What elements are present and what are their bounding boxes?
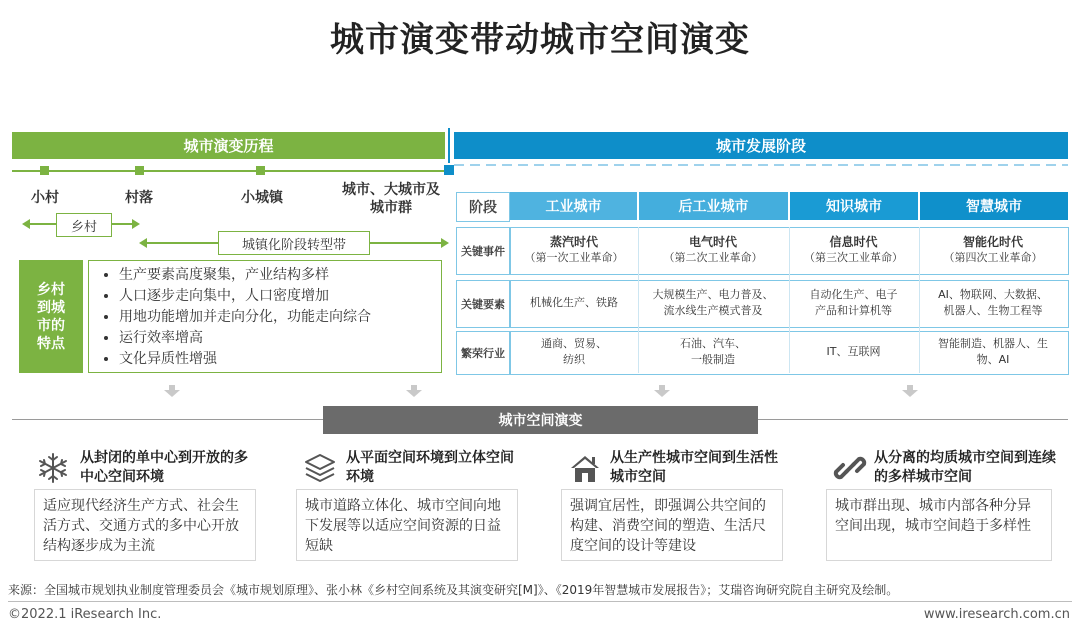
cell-main: 大规模生产、电力普及、 xyxy=(652,288,774,301)
column-separator xyxy=(638,227,639,373)
copyright: ©2022.1 iResearch Inc. xyxy=(8,607,162,622)
row-label-key-events: 关键事件 xyxy=(456,227,510,275)
timeline-label-village: 村落 xyxy=(125,190,153,206)
snowflake-icon xyxy=(36,451,70,485)
home-icon xyxy=(568,451,602,485)
page-title: 城市演变带动城市空间演变 xyxy=(330,20,750,60)
evolution-description: 适应现代经济生产方式、社会生活方式、交通方式的多中心开放结构逐步成为主流 xyxy=(34,489,256,561)
row-label-key-elements: 关键要素 xyxy=(456,280,510,328)
evolution-description: 强调宜居性，即强调公共空间的构建、消费空间的塑造、生活尺度空间的设计等建设 xyxy=(561,489,783,561)
footer-divider xyxy=(8,601,1072,602)
evolution-title: 从生产性城市空间到生活性城市空间 xyxy=(610,450,778,485)
rural-label: 乡村 xyxy=(56,213,112,237)
link-icon xyxy=(833,451,867,485)
list-item: • 文化异质性增强 xyxy=(119,349,441,370)
table-cell xyxy=(920,281,1066,325)
source-note: 来源：全国城市规划执业制度管理委员会《城市规划原理》、张小林《乡村空间系统及其演变研究[M]》、《2019年智慧城市发展报告》；艾瑞咨询研究院自主研究及绘制。 xyxy=(8,583,899,597)
timeline-label-hamlet: 小村 xyxy=(31,190,59,206)
section-divider xyxy=(448,128,450,163)
cell-sub: 机器人、生物工程等 xyxy=(943,304,1043,317)
column-separator xyxy=(789,227,790,373)
cell-sub: 产品和计算机等 xyxy=(815,304,892,317)
dashed-separator xyxy=(454,161,1068,175)
list-item: • 用地功能增加并走向分化，功能走向综合 xyxy=(119,307,441,328)
table-cell xyxy=(639,228,787,272)
layers-icon xyxy=(303,451,337,485)
features-box xyxy=(88,260,442,373)
cell-main: 通商、贸易、 xyxy=(541,337,607,350)
urban-evolution-banner: 城市演变历程 xyxy=(12,132,445,159)
table-cell xyxy=(511,281,637,325)
cell-sub: （第二次工业革命） xyxy=(663,251,763,264)
table-cell xyxy=(790,332,917,372)
list-item: • 运行效率增高 xyxy=(119,328,441,349)
table-cell xyxy=(790,228,917,272)
stage-smart: 智慧城市 xyxy=(920,192,1068,220)
cell-main: AI、物联网、大数据、 xyxy=(938,288,1048,301)
cell-sub: （第四次工业革命） xyxy=(943,251,1043,264)
table-cell xyxy=(639,332,787,372)
cell-main: 智能化时代 xyxy=(962,235,1023,249)
urbanization-arrow-right xyxy=(441,238,449,248)
features-list xyxy=(89,265,441,370)
features-heading-text: 乡村到城市的特点 xyxy=(37,281,65,352)
list-item: • 生产要素高度聚集，产业结构多样 xyxy=(119,265,441,286)
stage-knowledge: 知识城市 xyxy=(790,192,918,220)
cell-main: 智能制造、机器人、生 xyxy=(938,337,1048,350)
column-separator xyxy=(919,227,920,373)
table-cell xyxy=(511,332,637,372)
table-cell xyxy=(920,332,1066,372)
evolution-title: 从分离的均质城市空间到连续的多样城市空间 xyxy=(874,450,1056,485)
row-label-thriving-industries: 繁荣行业 xyxy=(456,331,510,375)
cell-sub: 纺织 xyxy=(563,353,585,366)
cell-sub: 一般制造 xyxy=(691,353,735,366)
table-cell xyxy=(639,281,787,325)
stage-post-industrial: 后工业城市 xyxy=(639,192,788,220)
website-link[interactable]: www.iresearch.com.cn xyxy=(923,607,1070,622)
evolution-title: 从封闭的单中心到开放的多中心空间环境 xyxy=(80,450,248,485)
timeline-dot xyxy=(40,166,49,175)
cell-main: 机械化生产、铁路 xyxy=(530,296,618,309)
cell-main: 电气时代 xyxy=(688,235,737,249)
table-cell xyxy=(511,228,637,272)
city-stage-banner: 城市发展阶段 xyxy=(454,132,1068,159)
cell-main: 自动化生产、电子 xyxy=(809,288,898,301)
down-arrow-icon xyxy=(902,390,918,397)
evolution-description: 城市群出现、城市内部各种分异空间出现，城市空间趋于多样性 xyxy=(826,489,1052,561)
cell-sub: （第三次工业革命） xyxy=(804,251,903,264)
cell-sub: （第一次工业革命） xyxy=(524,251,624,264)
timeline-dot xyxy=(444,165,454,175)
timeline-label-town: 小城镇 xyxy=(241,190,283,206)
stage-label: 阶段 xyxy=(456,192,510,222)
urbanization-label: 城镇化阶段转型带 xyxy=(218,231,370,255)
features-heading xyxy=(19,260,83,373)
table-cell xyxy=(790,281,917,325)
table-cell xyxy=(920,228,1066,272)
cell-sub: 流水线生产模式普及 xyxy=(663,304,763,317)
down-arrow-icon xyxy=(654,390,670,397)
down-arrow-icon xyxy=(406,390,422,397)
timeline-line xyxy=(12,170,450,172)
timeline-dot xyxy=(135,166,144,175)
cell-main: 石油、汽车、 xyxy=(680,337,746,350)
cell-sub: 物、AI xyxy=(976,353,1010,366)
cell-main: 蒸汽时代 xyxy=(549,235,598,249)
list-item: • 人口逐步走向集中，人口密度增加 xyxy=(119,286,441,307)
stage-industrial: 工业城市 xyxy=(510,192,637,220)
evolution-description: 城市道路立体化、城市空间向地下发展等以适应空间资源的日益短缺 xyxy=(296,489,518,561)
cell-main: 信息时代 xyxy=(829,235,878,249)
timeline-dot xyxy=(256,166,265,175)
down-arrow-icon xyxy=(164,390,180,397)
timeline-label-city: 城市、大城市及城市群 xyxy=(342,182,440,216)
cell-main: IT、互联网 xyxy=(826,345,881,358)
urban-space-evolution-banner: 城市空间演变 xyxy=(323,406,758,434)
evolution-title: 从平面空间环境到立体空间环境 xyxy=(346,450,514,485)
rural-arrow-right xyxy=(132,219,140,229)
